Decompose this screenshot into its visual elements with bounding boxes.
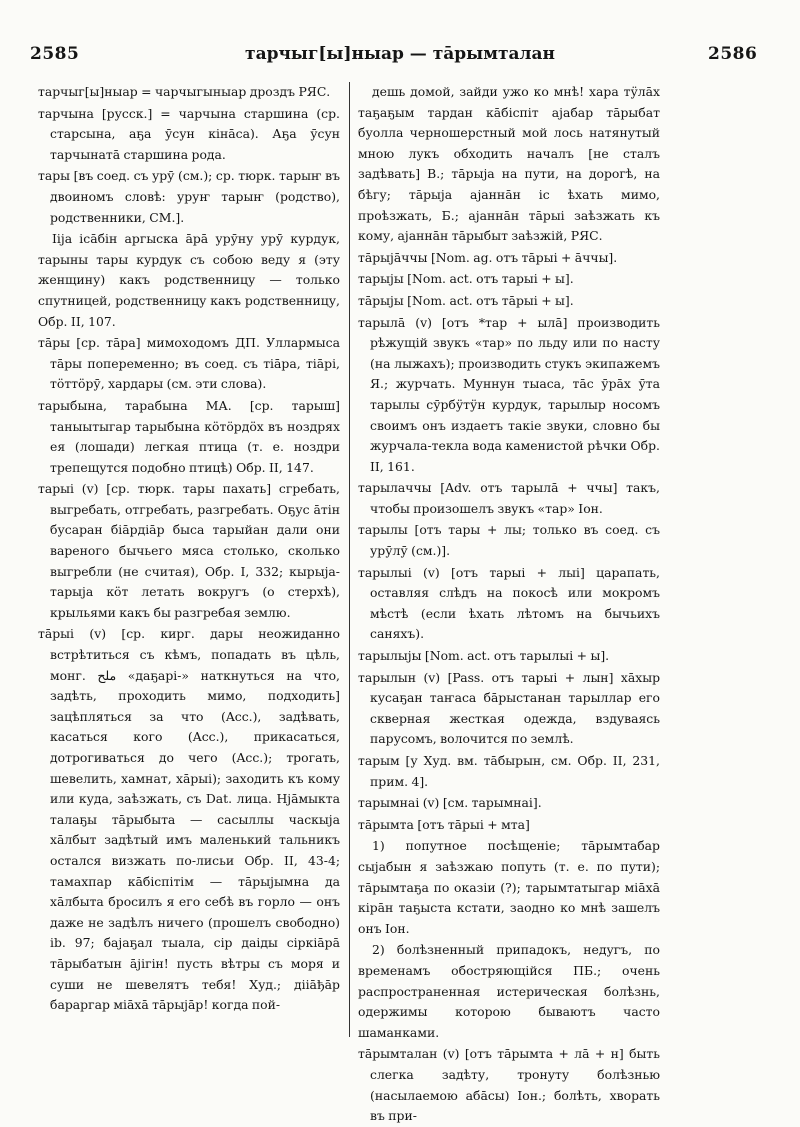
running-title: тарчыг[ы]ныар — тāрымталан xyxy=(245,44,555,64)
entry-taryjy: тарыјы [Nom. act. отъ тарыi + ы]. xyxy=(358,271,574,287)
left-page-number: 2585 xyxy=(30,44,80,64)
entry-tarchyna: тарчына [русск.] = чарчына старшина (ср. старсына, аҕа ӯсун кiнāса). Аҕа ӯсун тарчынатā старшина рода. xyxy=(38,105,340,162)
entry-taryjachchy: тāрыјāччы [Nom. ag. отъ тāрыi + āччы]. xyxy=(358,249,618,265)
page-header xyxy=(0,44,800,74)
entry-tarylyn: тарылын (v) [Pass. отъ тарыi + лын] хāхыр кусаҕан таҥаса бāрыстанан тарыллар его скверная жесткая одежда, вздуваясь парусомъ, волочится по землѣ. xyxy=(358,669,660,747)
entry-taryi-long: тāрыi (v) [ср. кирг. дары неожиданно встрѣтиться съ кѣмъ, попадать въ цѣль, монг. ملح «даҕарi-» наткнуться на что, задѣть, проходить мимо, подходить] зацѣпляться за что (Acc.), задѣвать, касаться кого (Acc.), прикасаться, дотрогиваться до чего (Acc.); трогать, шевелить, хамнат, хāрыi); заходить къ кому или куда, заѣзжать, съ Dat. лица. Нjāмыкта талаҕы тāрыбыта — сасыллы часкыја хāлбыт задѣтый имъ маленький тальникъ остался визжать по-лисьи Обр. II, 43-4; тамахпар кāбiспiтiм — тāрыјымна да хāлбыта бросилъ я его себѣ въ горло — онъ даже не задѣлъ ничего (прошелъ свободно) ib. 97; бајаҕал тыала, сiр даiды сiркiāрā тāрыбатын āјiгiн! пусть вѣтры съ моря и суши не шевелятъ тебя! Худ.; дiiāђāр бараргар мiāхā тāрыјāр! когда пой- xyxy=(38,626,340,1013)
entry-tarymnai: тарымнаi (v) [см. тарымнаi]. xyxy=(358,795,542,811)
entry-taryi: тарыi (v) [ср. тюрк. тары пахать] сгребать, выгребать, отгребать, разгребать. Оҕус āтiн бусаран бiāрдiāр быса тарыйан дали они вареного бычьего мяса столько, сколько выгребли (не считая), Обр. I, 332; кырыја-тарыја кӧт летать вокругъ (о стерхѣ), крыльями какъ бы разгребая землю. xyxy=(38,481,340,620)
entry-tary-example: Iiја iсāбiн аргыска āрā урӯну урӯ курдук, тарыны тары курдук съ собою веду я (эту женщину) какъ родственницу — только спутницей, родственницу какъ родственницу, Обр. II, 107. xyxy=(38,231,340,329)
right-column xyxy=(358,82,660,1127)
entry-tarym: тарым [у Худ. вм. тāбырын, см. Обр. II, 231, прим. 4]. xyxy=(358,753,660,789)
entry-tarybyna: тарыбына, тарабына МА. [ср. тарыш] таныытыгар тарыбына кӧтӧрдӧх въ ноздрях ея (лошади) легкая птица (т. е. ноздри трепещутся подобно птицѣ) Обр. II, 147. xyxy=(38,397,340,475)
entry-taryly: тарылы [отъ тары + лы; только въ соед. съ урӯлӯ (см.)]. xyxy=(358,522,660,559)
entry-continuation: дешь домой, зайди ужо ко мнѣ! хара тӱлāх таҕаҕым тардан кāбiспiт ајабар тāрыбат буолла черношерстный мой лось натянутый мною лукъ обходить началъ [не сталъ задѣвать] В.; тāрыја на пути, на дорогѣ, на бѣгу; тāрыја ајаннāн iс ѣхать мимо, проѣзжать, Б.; ајаннāн тāрыi заѣзжать къ кому, ајаннāн тāрыбыт заѣзжiй, РЯС. xyxy=(358,84,660,244)
entry-tarymta: тāрымта [отъ тāрыi + мта] xyxy=(358,816,530,832)
entry-tarymta-sense-2: 2) болѣзненный припадокъ, недугъ, по временамъ обостряющiйся ПБ.; очень распространенная истерическая болѣзнь, одержимы которою бываютъ часто шаманками. xyxy=(358,942,660,1040)
right-page-number: 2586 xyxy=(708,44,758,64)
entry-tary-long: тāры [ср. тāра] мимоходомъ ДП. Уллармыса тāры попеременно; въ соед. съ тiāра, тiāрi, тӧттӧрӯ, хардары (см. эти слова). xyxy=(38,335,340,392)
entry-tarchyg: тарчыг[ы]ныар = чарчыгыныар дроздъ РЯС. xyxy=(38,84,331,99)
entry-tary: тары [въ соед. съ урӯ (см.); ср. тюрк. тарыҥ въ двоиномъ словѣ: уруҥ тарыҥ (родство), родственники, СМ.]. xyxy=(38,168,340,225)
left-column xyxy=(38,82,340,1016)
entry-tarylachchy: тарылаччы [Adv. отъ тарылā + ччы] такъ, чтобы произошелъ звукъ «тар» Iон. xyxy=(358,480,660,516)
entry-tarylyi: тарылыi (v) [отъ тарыi + лыi] царапать, оставляя слѣдъ на покосѣ или мокромъ мѣстѣ (если ѣхать лѣтомъ на бычьихъ саняхъ). xyxy=(358,564,660,642)
entry-tarylyjy: тарылыјы [Nom. act. отъ тарылыi + ы]. xyxy=(358,648,610,664)
entry-tarymta-sense-1: 1) попутное посѣщенiе; тāрымтабар сыјабын я заѣзжаю попуть (т. е. по пути); тāрымтаҕа по оказiи (?); тарымтатыгар мiāхā кiрāн таҕыста кстати, заодно ко мнѣ зашелъ онъ Iон. xyxy=(358,838,660,936)
entry-taryjy-long: тāрыјы [Nom. act. отъ тāрыi + ы]. xyxy=(358,292,574,308)
column-divider xyxy=(349,82,350,1037)
entry-tarymtalan: тāрымталан (v) [отъ тāрымта + лā + н] быть слегка задѣту, тронуту болѣзнью (насылаемою абāсы) Iон.; болѣть, хворать въ при- xyxy=(358,1046,660,1124)
entry-taryla: тарылā (v) [отъ *тар + ылā] производить рѣжущiй звукъ «тар» по льду или по насту (на лыжахъ); производить стукъ экипажемъ Я.; журчать. Муннун тыаса, тāс ӯрāх ӯта тарылы сӯрбӱтӱн курдук, тарылыр носомъ своимъ онъ издаетъ такiе звуки, словно бы журчала-текла вода каменистой рѣчки Обр. II, 161. xyxy=(358,314,660,474)
